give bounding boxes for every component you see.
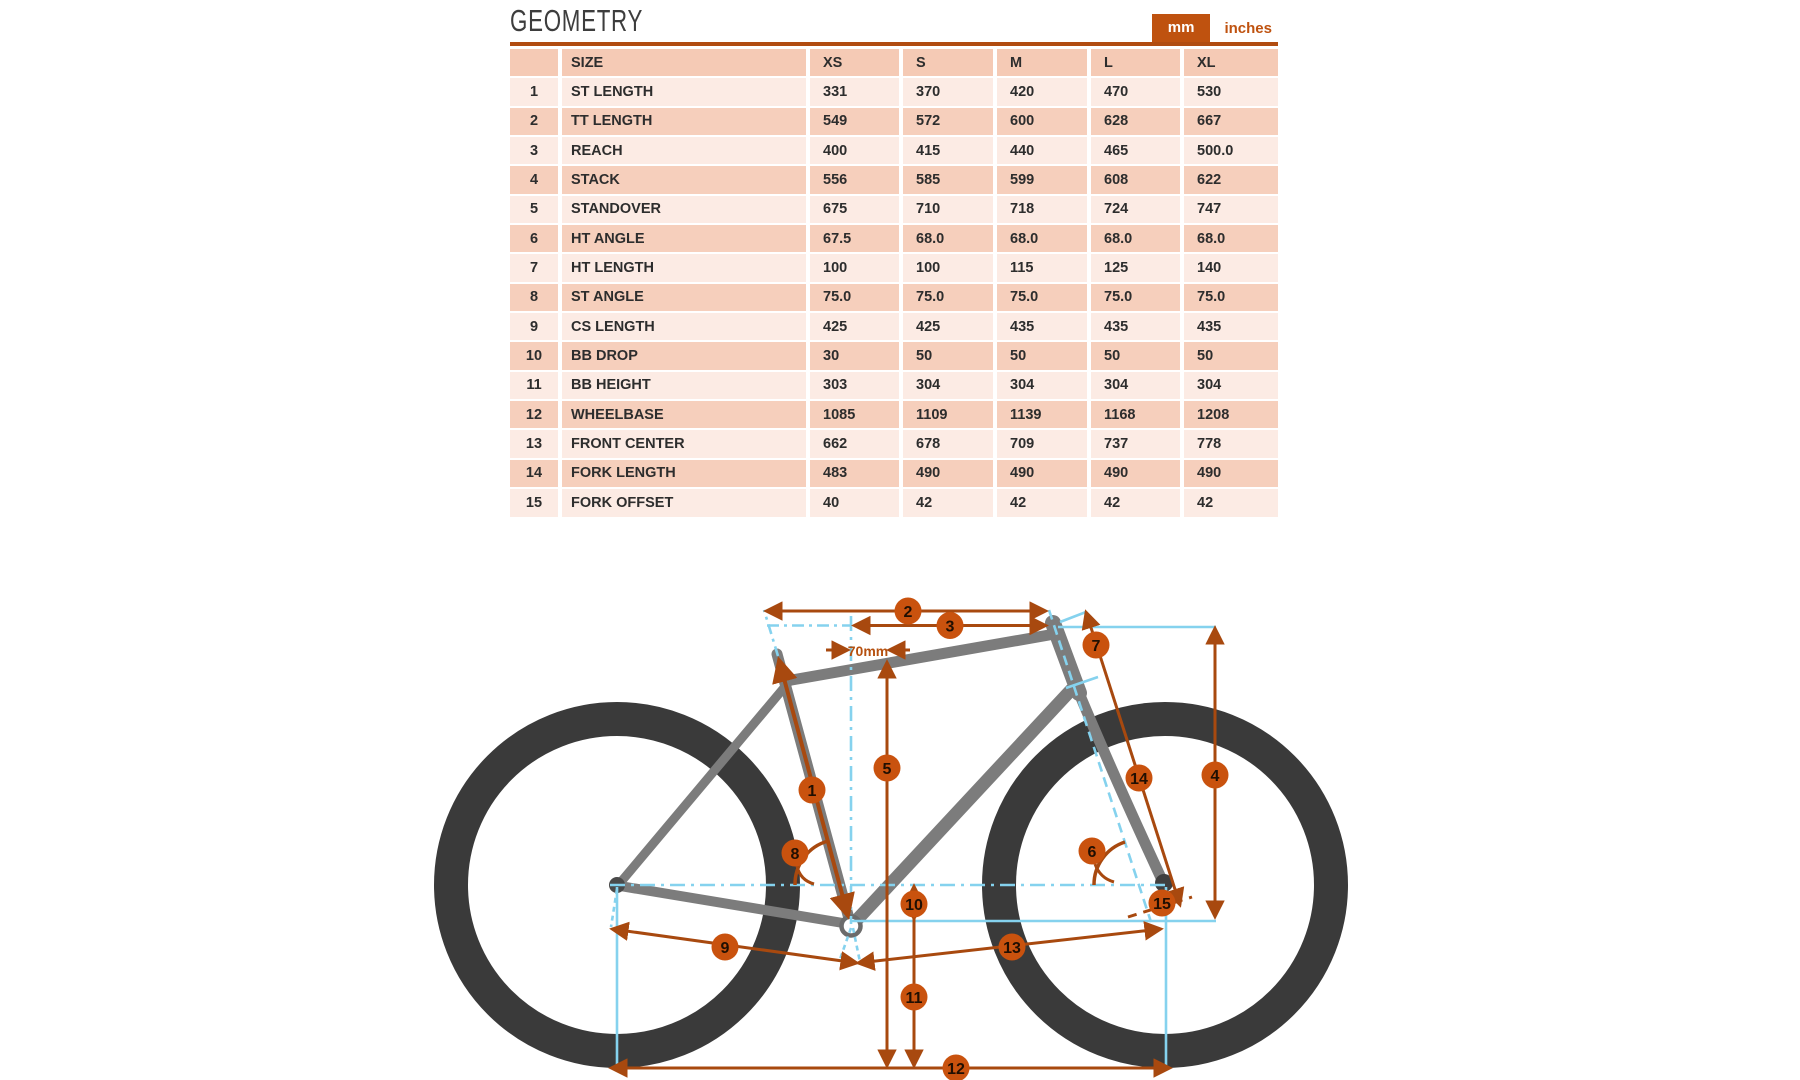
cell-xl: 140 xyxy=(1184,254,1278,283)
row-number: 1 xyxy=(510,78,562,107)
row-number: 15 xyxy=(510,489,562,518)
row-label: ST ANGLE xyxy=(562,284,810,313)
header-xl: XL xyxy=(1184,49,1278,78)
svg-text:1: 1 xyxy=(807,783,817,800)
row-label: BB DROP xyxy=(562,342,810,371)
header-blank-cell xyxy=(510,49,562,78)
callout-5 xyxy=(874,755,901,782)
cell-s: 1109 xyxy=(903,401,997,430)
row-label: FRONT CENTER xyxy=(562,430,810,459)
callout-12 xyxy=(943,1055,970,1080)
row-number: 14 xyxy=(510,460,562,489)
cell-s: 490 xyxy=(903,460,997,489)
cell-l: 490 xyxy=(1091,460,1184,489)
table-row xyxy=(510,196,1278,225)
row-number: 11 xyxy=(510,372,562,401)
row-label: REACH xyxy=(562,137,810,166)
unit-toggle xyxy=(1152,14,1278,42)
cell-xs: 100 xyxy=(810,254,903,283)
cell-l: 435 xyxy=(1091,313,1184,342)
row-number: 3 xyxy=(510,137,562,166)
geometry-table-header xyxy=(510,49,1278,78)
callout-10 xyxy=(901,891,928,918)
cell-s: 572 xyxy=(903,108,997,137)
cell-l: 125 xyxy=(1091,254,1184,283)
table-row xyxy=(510,254,1278,283)
cell-l: 724 xyxy=(1091,196,1184,225)
cell-xs: 675 xyxy=(810,196,903,225)
seat-axis-extension xyxy=(764,610,778,656)
cell-m: 718 xyxy=(997,196,1091,225)
cell-xs: 30 xyxy=(810,342,903,371)
cell-l: 75.0 xyxy=(1091,284,1184,313)
cell-m: 440 xyxy=(997,137,1091,166)
cell-xl: 75.0 xyxy=(1184,284,1278,313)
cell-xl: 304 xyxy=(1184,372,1278,401)
svg-text:3: 3 xyxy=(945,618,955,636)
cell-xl: 42 xyxy=(1184,489,1278,518)
svg-text:8: 8 xyxy=(790,846,800,863)
header-size: SIZE xyxy=(562,49,810,78)
table-row xyxy=(510,489,1278,518)
head-top-tick xyxy=(1060,612,1086,622)
cell-xl: 778 xyxy=(1184,430,1278,459)
callout-8 xyxy=(782,840,809,867)
cell-xs: 67.5 xyxy=(810,225,903,254)
row-label: STACK xyxy=(562,166,810,195)
cell-xl: 747 xyxy=(1184,196,1278,225)
cell-s: 304 xyxy=(903,372,997,401)
row-number: 10 xyxy=(510,342,562,371)
callout-9 xyxy=(712,934,739,961)
cell-s: 370 xyxy=(903,78,997,107)
table-row xyxy=(510,372,1278,401)
cell-xl: 500.0 xyxy=(1184,137,1278,166)
cell-xs: 662 xyxy=(810,430,903,459)
cell-l: 42 xyxy=(1091,489,1184,518)
cell-s: 100 xyxy=(903,254,997,283)
row-number: 9 xyxy=(510,313,562,342)
table-row xyxy=(510,78,1278,107)
chain-stay xyxy=(620,886,849,924)
cell-m: 115 xyxy=(997,254,1091,283)
top-tube xyxy=(786,635,1049,681)
cell-m: 68.0 xyxy=(997,225,1091,254)
cell-l: 1168 xyxy=(1091,401,1184,430)
table-row xyxy=(510,166,1278,195)
callout-15 xyxy=(1149,890,1176,917)
svg-text:15: 15 xyxy=(1153,896,1171,913)
cell-s: 585 xyxy=(903,166,997,195)
cell-s: 75.0 xyxy=(903,284,997,313)
cell-xl: 622 xyxy=(1184,166,1278,195)
cell-xl: 490 xyxy=(1184,460,1278,489)
callout-13 xyxy=(999,934,1026,961)
table-row xyxy=(510,284,1278,313)
row-number: 7 xyxy=(510,254,562,283)
row-number: 12 xyxy=(510,401,562,430)
cell-xs: 549 xyxy=(810,108,903,137)
row-number: 8 xyxy=(510,284,562,313)
cell-s: 425 xyxy=(903,313,997,342)
cell-s: 678 xyxy=(903,430,997,459)
cell-xs: 483 xyxy=(810,460,903,489)
cell-l: 628 xyxy=(1091,108,1184,137)
svg-text:4: 4 xyxy=(1210,768,1220,785)
cell-l: 470 xyxy=(1091,78,1184,107)
row-label: CS LENGTH xyxy=(562,313,810,342)
cell-l: 50 xyxy=(1091,342,1184,371)
svg-text:14: 14 xyxy=(1130,771,1148,788)
callout-11 xyxy=(901,984,928,1011)
cell-xs: 400 xyxy=(810,137,903,166)
row-label: WHEELBASE xyxy=(562,401,810,430)
geometry-table xyxy=(510,49,1278,519)
cell-xl: 667 xyxy=(1184,108,1278,137)
cell-m: 420 xyxy=(997,78,1091,107)
row-label: ST LENGTH xyxy=(562,78,810,107)
cell-m: 600 xyxy=(997,108,1091,137)
cell-xs: 556 xyxy=(810,166,903,195)
header-s: S xyxy=(903,49,997,78)
row-number: 6 xyxy=(510,225,562,254)
cell-xs: 1085 xyxy=(810,401,903,430)
callout-6 xyxy=(1079,838,1106,865)
row-number: 5 xyxy=(510,196,562,225)
cell-s: 415 xyxy=(903,137,997,166)
cell-l: 737 xyxy=(1091,430,1184,459)
row-label: TT LENGTH xyxy=(562,108,810,137)
cell-m: 75.0 xyxy=(997,284,1091,313)
svg-text:5: 5 xyxy=(882,761,892,778)
table-row xyxy=(510,225,1278,254)
row-label: HT ANGLE xyxy=(562,225,810,254)
table-row xyxy=(510,137,1278,166)
cell-m: 709 xyxy=(997,430,1091,459)
cell-s: 42 xyxy=(903,489,997,518)
cell-xs: 425 xyxy=(810,313,903,342)
cell-m: 599 xyxy=(997,166,1091,195)
svg-text:2: 2 xyxy=(903,604,913,621)
row-label: FORK LENGTH xyxy=(562,460,810,489)
row-label: STANDOVER xyxy=(562,196,810,225)
callout-7 xyxy=(1083,632,1110,659)
unit-mm-button[interactable]: mm xyxy=(1152,14,1211,42)
row-label: HT LENGTH xyxy=(562,254,810,283)
cell-s: 68.0 xyxy=(903,225,997,254)
stem-note-label: 70mm xyxy=(847,643,889,659)
cell-xs: 40 xyxy=(810,489,903,518)
row-number: 13 xyxy=(510,430,562,459)
cell-l: 68.0 xyxy=(1091,225,1184,254)
table-row xyxy=(510,108,1278,137)
geometry-table-body xyxy=(510,78,1278,518)
cell-m: 50 xyxy=(997,342,1091,371)
header-xs: XS xyxy=(810,49,903,78)
cell-m: 1139 xyxy=(997,401,1091,430)
table-row xyxy=(510,342,1278,371)
callout-3 xyxy=(937,612,964,639)
cell-m: 304 xyxy=(997,372,1091,401)
cell-m: 435 xyxy=(997,313,1091,342)
row-label: BB HEIGHT xyxy=(562,372,810,401)
cell-xl: 1208 xyxy=(1184,401,1278,430)
cell-xs: 331 xyxy=(810,78,903,107)
callout-14 xyxy=(1126,765,1153,792)
svg-text:13: 13 xyxy=(1003,940,1021,957)
cell-m: 42 xyxy=(997,489,1091,518)
unit-inches-button[interactable]: inches xyxy=(1224,20,1272,37)
header-m: M xyxy=(997,49,1091,78)
svg-text:10: 10 xyxy=(905,897,923,914)
cell-s: 50 xyxy=(903,342,997,371)
row-number: 2 xyxy=(510,108,562,137)
svg-text:12: 12 xyxy=(947,1061,965,1078)
callout-2 xyxy=(895,598,922,625)
row-label: FORK OFFSET xyxy=(562,489,810,518)
table-row xyxy=(510,460,1278,489)
cell-xl: 530 xyxy=(1184,78,1278,107)
page-title: GEOMETRY xyxy=(510,3,644,38)
cell-l: 608 xyxy=(1091,166,1184,195)
svg-text:11: 11 xyxy=(905,990,923,1007)
header-l: L xyxy=(1091,49,1184,78)
cell-xl: 435 xyxy=(1184,313,1278,342)
cell-xs: 303 xyxy=(810,372,903,401)
geometry-panel xyxy=(510,4,1278,519)
svg-text:6: 6 xyxy=(1087,844,1097,861)
cell-l: 465 xyxy=(1091,137,1184,166)
table-row xyxy=(510,313,1278,342)
cell-m: 490 xyxy=(997,460,1091,489)
cell-xs: 75.0 xyxy=(810,284,903,313)
cell-s: 710 xyxy=(903,196,997,225)
table-row xyxy=(510,430,1278,459)
cell-xl: 50 xyxy=(1184,342,1278,371)
geometry-header xyxy=(510,4,1278,46)
svg-text:7: 7 xyxy=(1091,638,1101,655)
callout-4 xyxy=(1202,762,1229,789)
row-number: 4 xyxy=(510,166,562,195)
svg-text:9: 9 xyxy=(720,940,730,957)
callout-1 xyxy=(799,777,826,804)
cell-l: 304 xyxy=(1091,372,1184,401)
cell-xl: 68.0 xyxy=(1184,225,1278,254)
table-row xyxy=(510,401,1278,430)
